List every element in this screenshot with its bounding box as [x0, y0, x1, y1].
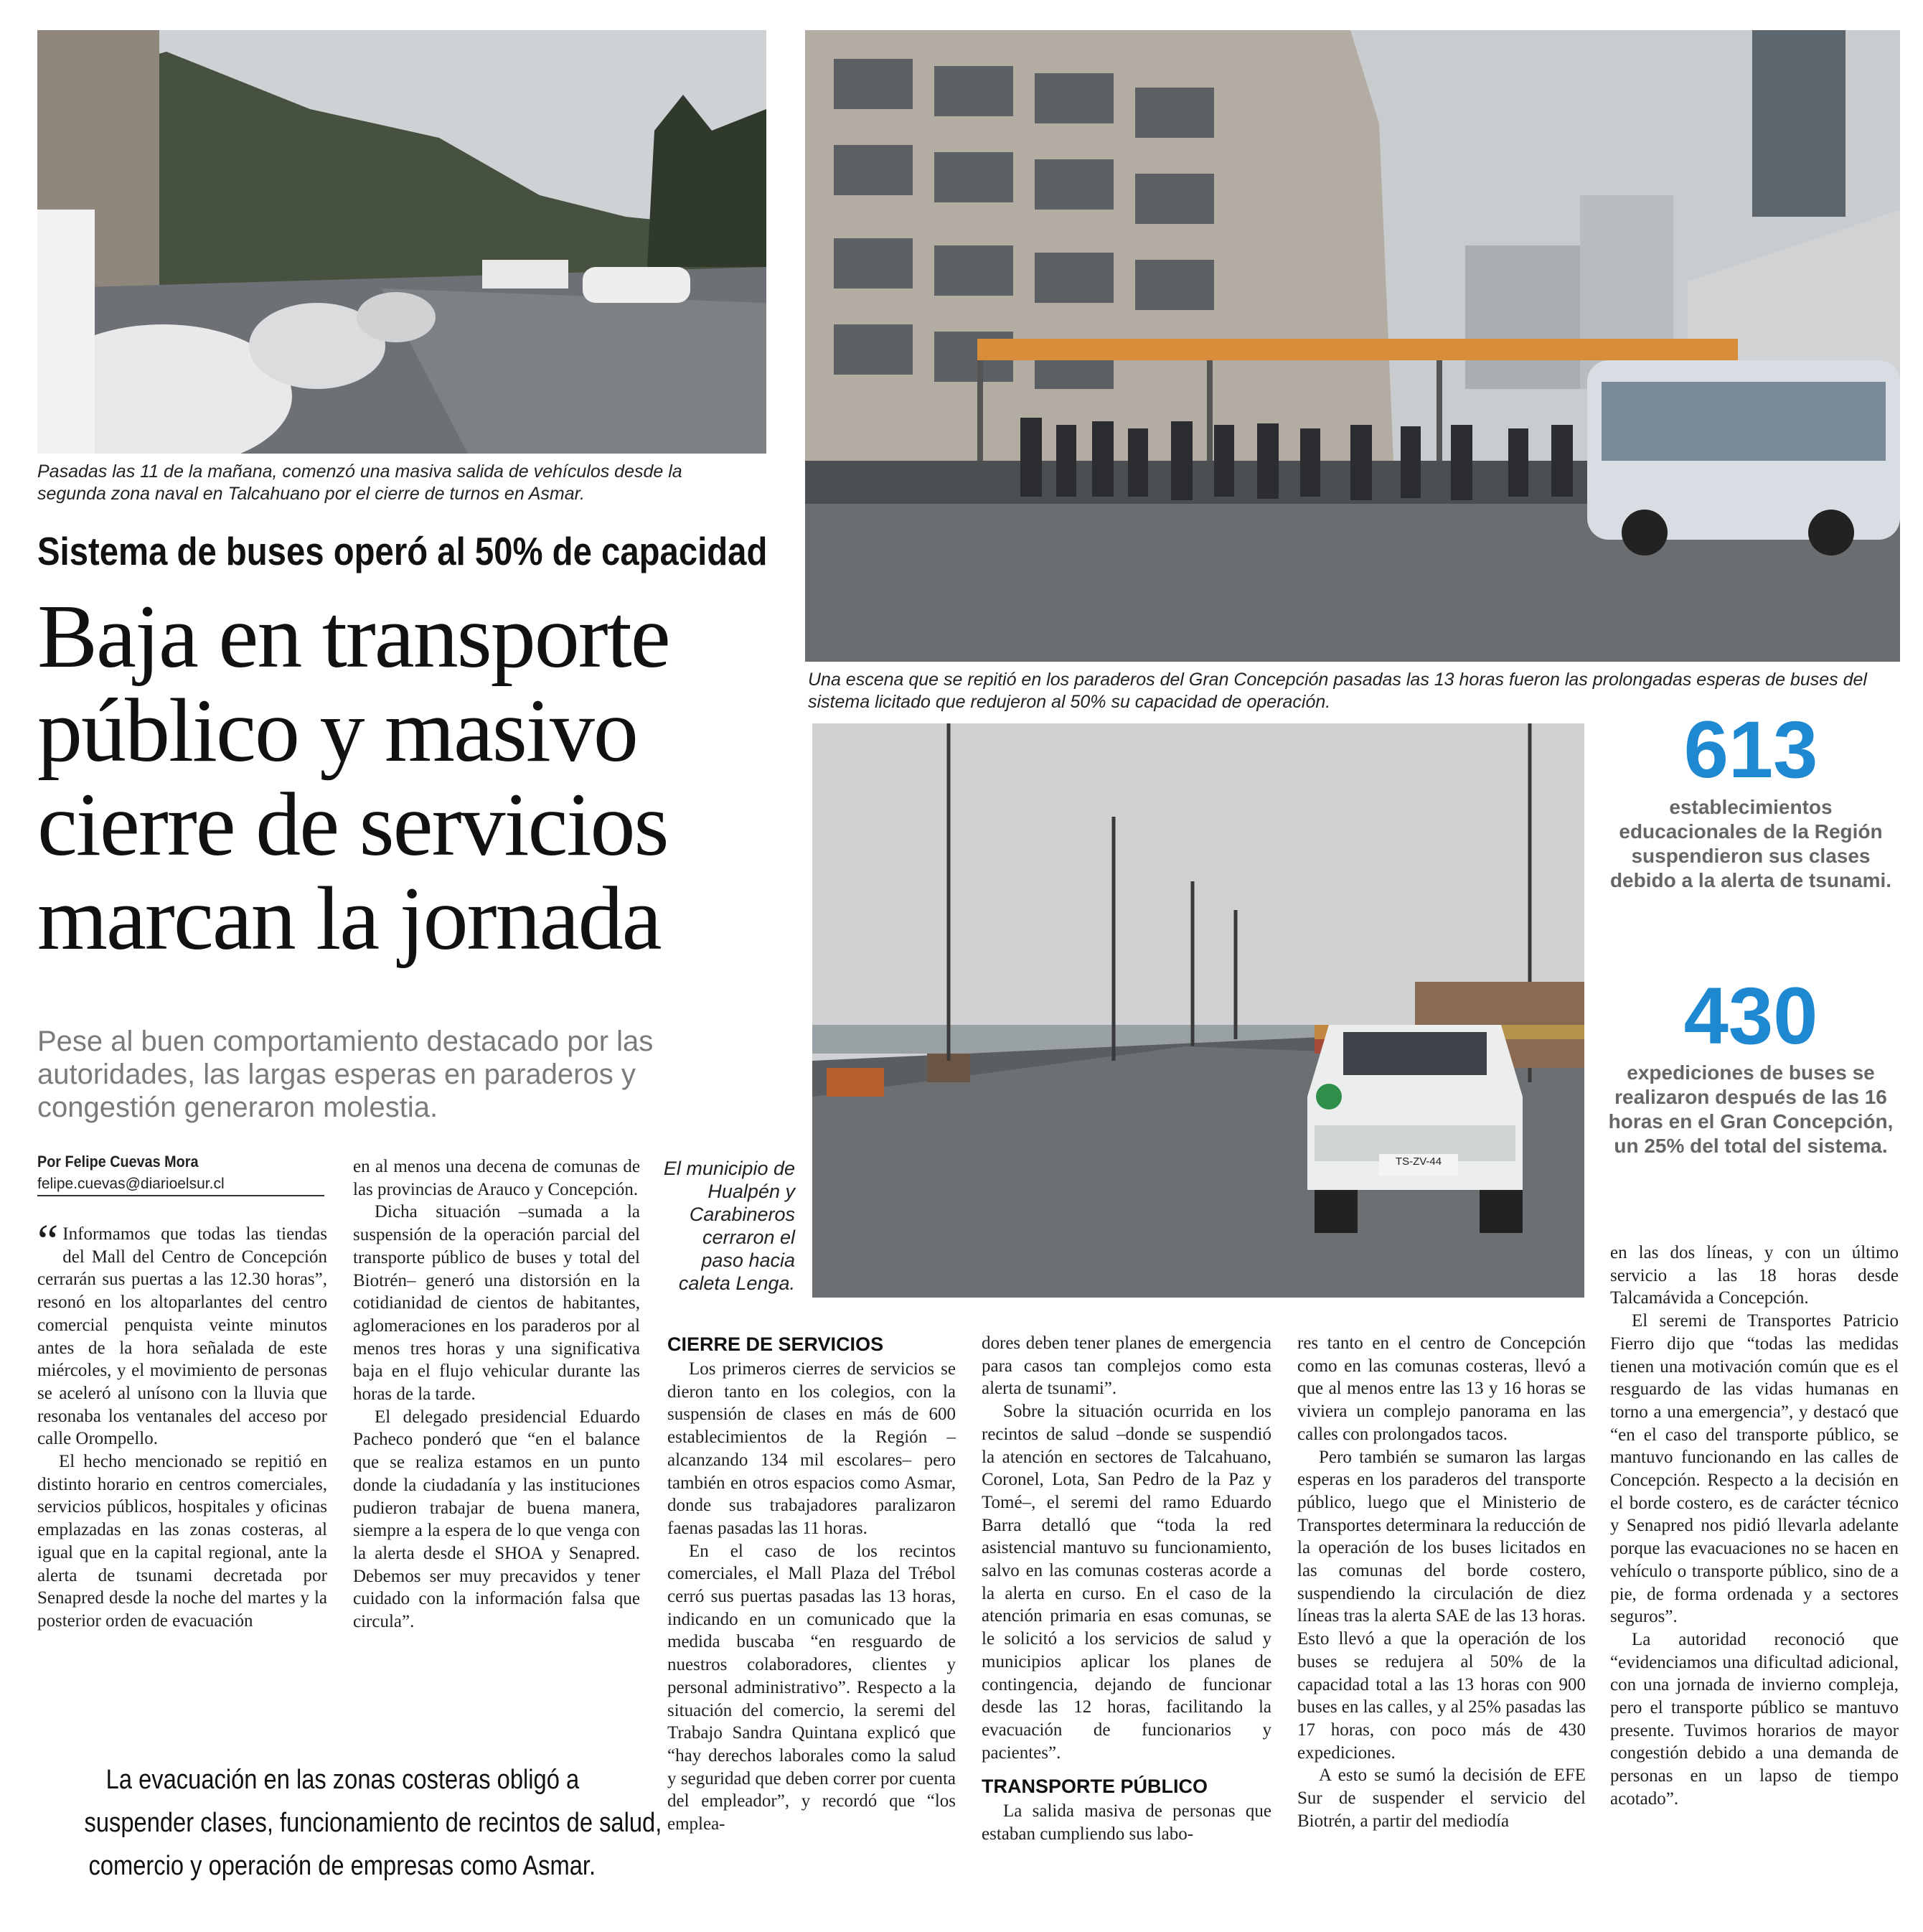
column-1-paragraph-1: Informamos que todas las tiendas del Mall del Centro de Concepción cerrarán sus puertas a las 12.30 horas”, resonó en los altoparlantes del centro comercial penquista veinte minutos antes de la hora señalada de este miércoles, y el movimiento de personas se aceleró al unísono con la lluvia que resonaba los ventanales del acceso por calle Orompello. [37, 1224, 327, 1449]
byline-email: felipe.cuevas@diarioelsur.cl [37, 1176, 225, 1192]
byline [37, 1151, 324, 1196]
stat-text-buses: expediciones de buses se realizaron después de las 16 horas en el Gran Concepción, un 25% del total del sistema. [1608, 1061, 1894, 1157]
caption-closed-road: El municipio de Hualpén y Carabineros cerraron el paso hacia caleta Lenga. [663, 1158, 795, 1294]
pull-quote [37, 1758, 662, 1888]
license-plate: TS-ZV-44 [1395, 1155, 1442, 1168]
column-3-paragraph-1: Los primeros cierres de servicios se dieron tanto en los colegios, con la suspensión de clases en más de 600 establecimientos de la Región –alcanzando 134 mil escolares– pero también en otros espacios como Asmar, donde sus trabajadores paralizaron faenas pasadas las 11 horas. [667, 1359, 956, 1538]
column-6-paragraph-3: La autoridad reconoció que “evidenciamos una dificultad adicional, con una jornada de invierno compleja, pero el transporte público se mantuvo presente. Tuvimos horarios de mayor congestión debido a una demanda de personas en un lapso de tiempo acotado”. [1610, 1629, 1899, 1809]
column-5-paragraph-1: res tanto en el centro de Concepción como en las comunas costeras, llevó a que al menos entre las 13 y 16 horas se viviera un complejo panorama en las calles con prolongados tacos. [1297, 1333, 1586, 1444]
drop-quote: “ [37, 1215, 59, 1267]
stat-number-buses: 430 [1683, 971, 1818, 1061]
photo-icon [805, 30, 1900, 662]
column-2-paragraph-1: en al menos una decena de comunas de las provincias de Arauco y Concepción. [353, 1157, 640, 1199]
photo-bus-stop [805, 30, 1900, 662]
pull-quote-line-1: La evacuación en las zonas costeras obligó a [105, 1765, 579, 1795]
column-6 [1610, 1242, 1899, 1811]
photo-icon [37, 30, 766, 454]
stat-number-schools: 613 [1683, 705, 1818, 794]
pull-quote-line-3: comercio y operación de empresas como Asmar. [88, 1851, 596, 1881]
section-head-transporte: TRANSPORTE PÚBLICO [982, 1776, 1208, 1798]
column-5-paragraph-3: A esto se sumó la decisión de EFE Sur de suspender el servicio del Biotrén, a partir del mediodía [1297, 1765, 1586, 1831]
column-3-paragraph-2: En el caso de los recintos comerciales, el Mall Plaza del Trébol cerró sus puertas pasadas las 13 horas, indicando en un comunicado que la medida buscaba “en resguardo de nuestros colaboradores, clientes y personal administrativo”. Respecto a la situación del comercio, la seremi del Trabajo Sandra Quintana explicó que “hay derechos laborales como la salud y seguridad que deben correr por cuenta del empleador”, y recordó que “los emplea- [667, 1541, 956, 1834]
photo-cars-leaving [37, 30, 766, 454]
column-4-paragraph-1: dores deben tener planes de emergencia para casos tan complejos como esta alerta de tsunami”. [982, 1333, 1271, 1399]
photo-closed-road [812, 723, 1584, 1298]
pull-quote-line-2: suspender clases, funcionamiento de recintos de salud, [84, 1808, 662, 1838]
column-4-paragraph-3: La salida masiva de personas que estaban cumpliendo sus labo- [982, 1801, 1271, 1844]
column-4 [982, 1332, 1271, 1846]
column-1-paragraph-2: El hecho mencionado se repitió en distinto horario en centros comerciales, servicios públicos, hospitales y oficinas emplazadas en las zonas costeras, al igual que en la capital regional, ante la alerta de tsunami decretada por Senapred desde la noche del martes y la posterior orden de evacuación [37, 1452, 327, 1631]
stat-text-schools: establecimientos educacionales de la Región suspendieron sus clases debido a la alerta de tsunami. [1609, 796, 1892, 891]
deck: Pese al buen comportamiento destacado por las autoridades, las largas esperas en paraderos y congestión generaron molestia. [37, 1026, 654, 1123]
column-4-paragraph-2: Sobre la situación ocurrida en los recintos de salud –donde se suspendió la atención en sectores de Talcahuano, Coronel, Lota, San Pedro de la Paz y Tomé–, el seremi del ramo Eduardo Barra detalló que “toda la red asistencial mantuvo su funcionamiento, salvo en las comunas costeras acorde a la alerta en curso. En el caso de la atención primaria en esas comunas, se le solicitó a los servicios de salud y municipios aplicar los planes de contingencia, dejando de funcionar desde las 12 horas, facilitando la evacuación de funcionarios y pacientes”. [982, 1402, 1271, 1763]
section-head-cierre: CIERRE DE SERVICIOS [667, 1333, 884, 1355]
byline-name: Por Felipe Cuevas Mora [37, 1153, 199, 1171]
photo-icon [812, 723, 1584, 1298]
column-2-paragraph-3: El delegado presidencial Eduardo Pacheco ponderó que “en el balance que se realiza estamos en un punto donde la ciudadanía y las instituciones pudieron trabajar de buena manera, siempre a la espera de lo que venga con la alerta desde el SHOA y Senapred. Debemos ser muy precavidos y tener cuidado con la información falsa que circula”. [353, 1407, 640, 1632]
column-1 [37, 1215, 327, 1633]
column-6-paragraph-1: en las dos líneas, y con un último servicio a las 18 horas desde Talcamávida a Concepción. [1610, 1243, 1899, 1308]
kicker: Sistema de buses operó al 50% de capacidad [37, 529, 768, 573]
caption-bus-stop: Una escena que se repitió en los paraderos del Gran Concepción pasadas las 13 horas fueron las prolongadas esperas de buses del sistema licitado que redujeron al 50% su capacidad de operación. [808, 670, 1867, 712]
caption-cars-leaving: Pasadas las 11 de la mañana, comenzó una masiva salida de vehículos desde la segunda zona naval en Talcahuano por el cierre de turnos en Asmar. [37, 461, 682, 504]
column-3 [667, 1332, 956, 1836]
column-5 [1297, 1332, 1586, 1832]
column-2 [353, 1155, 640, 1633]
column-5-paragraph-2: Pero también se sumaron las largas esperas en los paraderos del transporte público, luego que el Ministerio de Transportes determinara la reducción de la operación de los buses licitados en las comunas del borde costero, suspendiendo la circulación de diez líneas tras la alerta SAE de las 13 horas. Esto llevó a que la operación de los buses se redujera al 50% de la capacidad total a las 13 horas con 900 buses en las calles, y al 25% pasadas las 17 horas, con poco más de 430 expediciones. [1297, 1447, 1586, 1763]
column-6-paragraph-2: El seremi de Transportes Patricio Fierro dijo que “todas las medidas tienen una motivación común que es el resguardo de las vidas humanas en torno a una emergencia”, y destacó que “en el caso del transporte público, se mantuvo funcionando en las calles de Concepción. Respecto a la decisión en el borde costero, es de carácter técnico y Senapred nos pidió llevarla adelante porque las evacuaciones no se hacen en vehículo o transporte público, sino de a pie, de forma ordenada y a sectores seguros”. [1610, 1311, 1899, 1627]
headline: Baja en transporte público y masivo cierre de servicios marcan la jornada [37, 587, 669, 969]
column-2-paragraph-2: Dicha situación –sumada a la suspensión de la operación parcial del transporte público de buses y total del Biotrén– generó una distorsión en la cotidianidad de cientos de habitantes, aglomeraciones en los paraderos por al menos tres horas y una significativa baja en el flujo vehicular durante las horas de la tarde. [353, 1202, 640, 1405]
